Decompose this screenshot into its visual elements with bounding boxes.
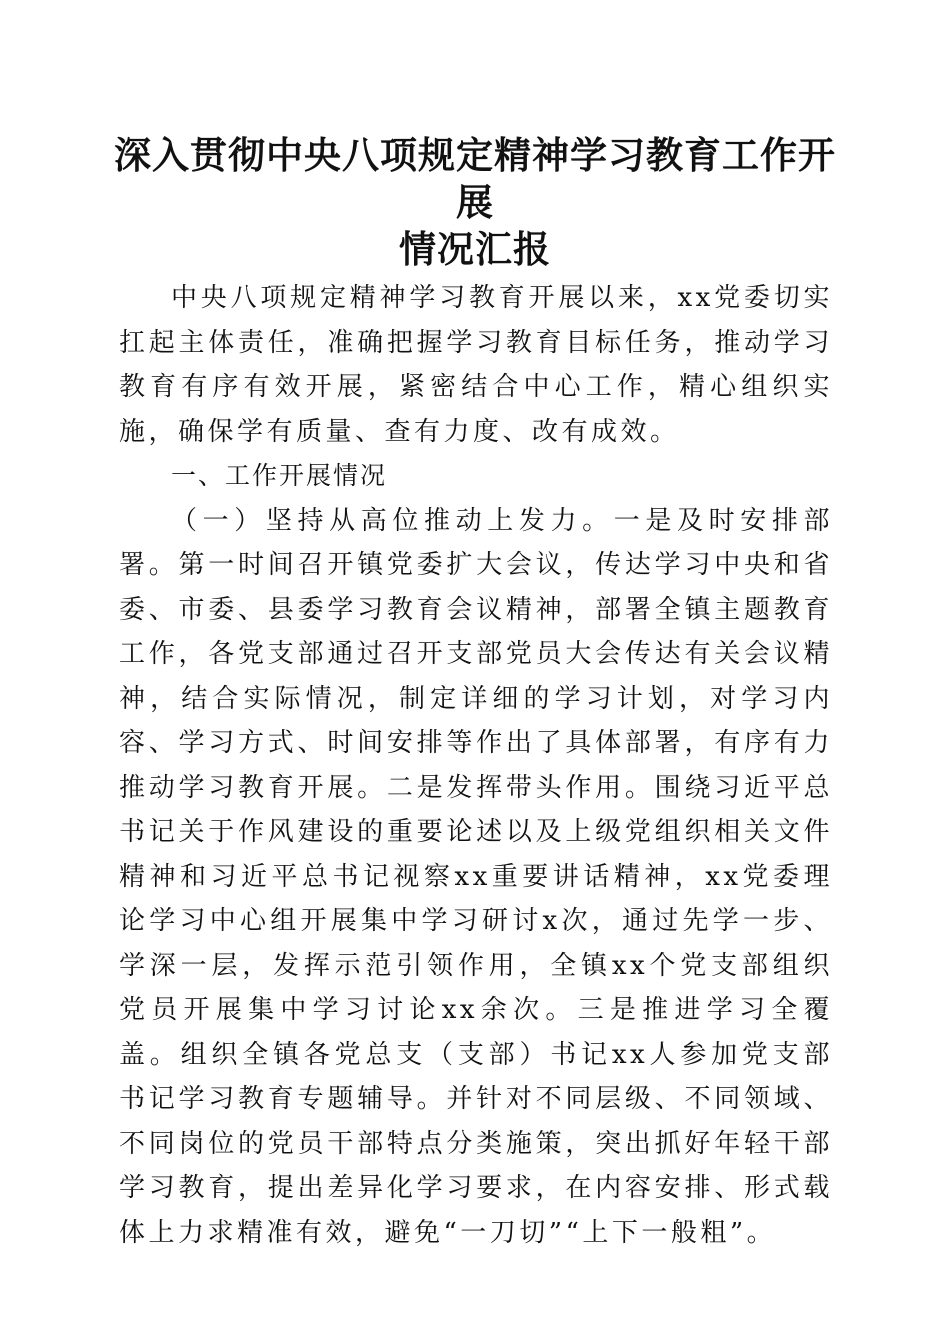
intro-paragraph: 中央八项规定精神学习教育开展以来，xx党委切实扛起主体责任，准确把握学习教育目标任务，推动学习教育有序有效开展，紧密结合中心工作，精心组织实施，确保学有质量、查有力度、改有成效。 [119, 283, 833, 447]
document-title [100, 132, 850, 273]
document-body [119, 276, 833, 1255]
title-line-2: 情况汇报 [399, 227, 551, 271]
subsection-heading-1: （一）坚持从高位推动上发力。 [171, 505, 614, 536]
subsection-paragraph-1 [119, 499, 833, 1256]
title-line-1: 深入贯彻中央八项规定精神学习教育工作开展 [114, 133, 836, 224]
subsection-body-1: 一是及时安排部署。第一时间召开镇党委扩大会议，传达学习中央和省委、市委、县委学习教育会议精神，部署全镇主题教育工作，各党支部通过召开支部党员大会传达有关会议精神，结合实际情况，制定详细的学习计划，对学习内容、学习方式、时间安排等作出了具体部署，有序有力推动学习教育开展。二是发挥带头作用。围绕习近平总书记关于作风建设的重要论述以及上级党组织相关文件精神和习近平总书记视察xx重要讲话精神，xx党委理论学习中心组开展集中学习研讨x次，通过先学一步、学深一层，发挥示范引领作用，全镇xx个党支部组织党员开展集中学习讨论xx余次。三是推进学习全覆盖。组织全镇各党总支（支部）书记xx人参加党支部书记学习教育专题辅导。并针对不同层级、不同领域、不同岗位的党员干部特点分类施策，突出抓好年轻干部学习教育，提出差异化学习要求，在内容安排、形式载体上力求精准有效，避免“一刀切”“上下一般粗”。 [119, 505, 833, 1248]
section-heading-1: 一、工作开展情况 [171, 461, 388, 490]
